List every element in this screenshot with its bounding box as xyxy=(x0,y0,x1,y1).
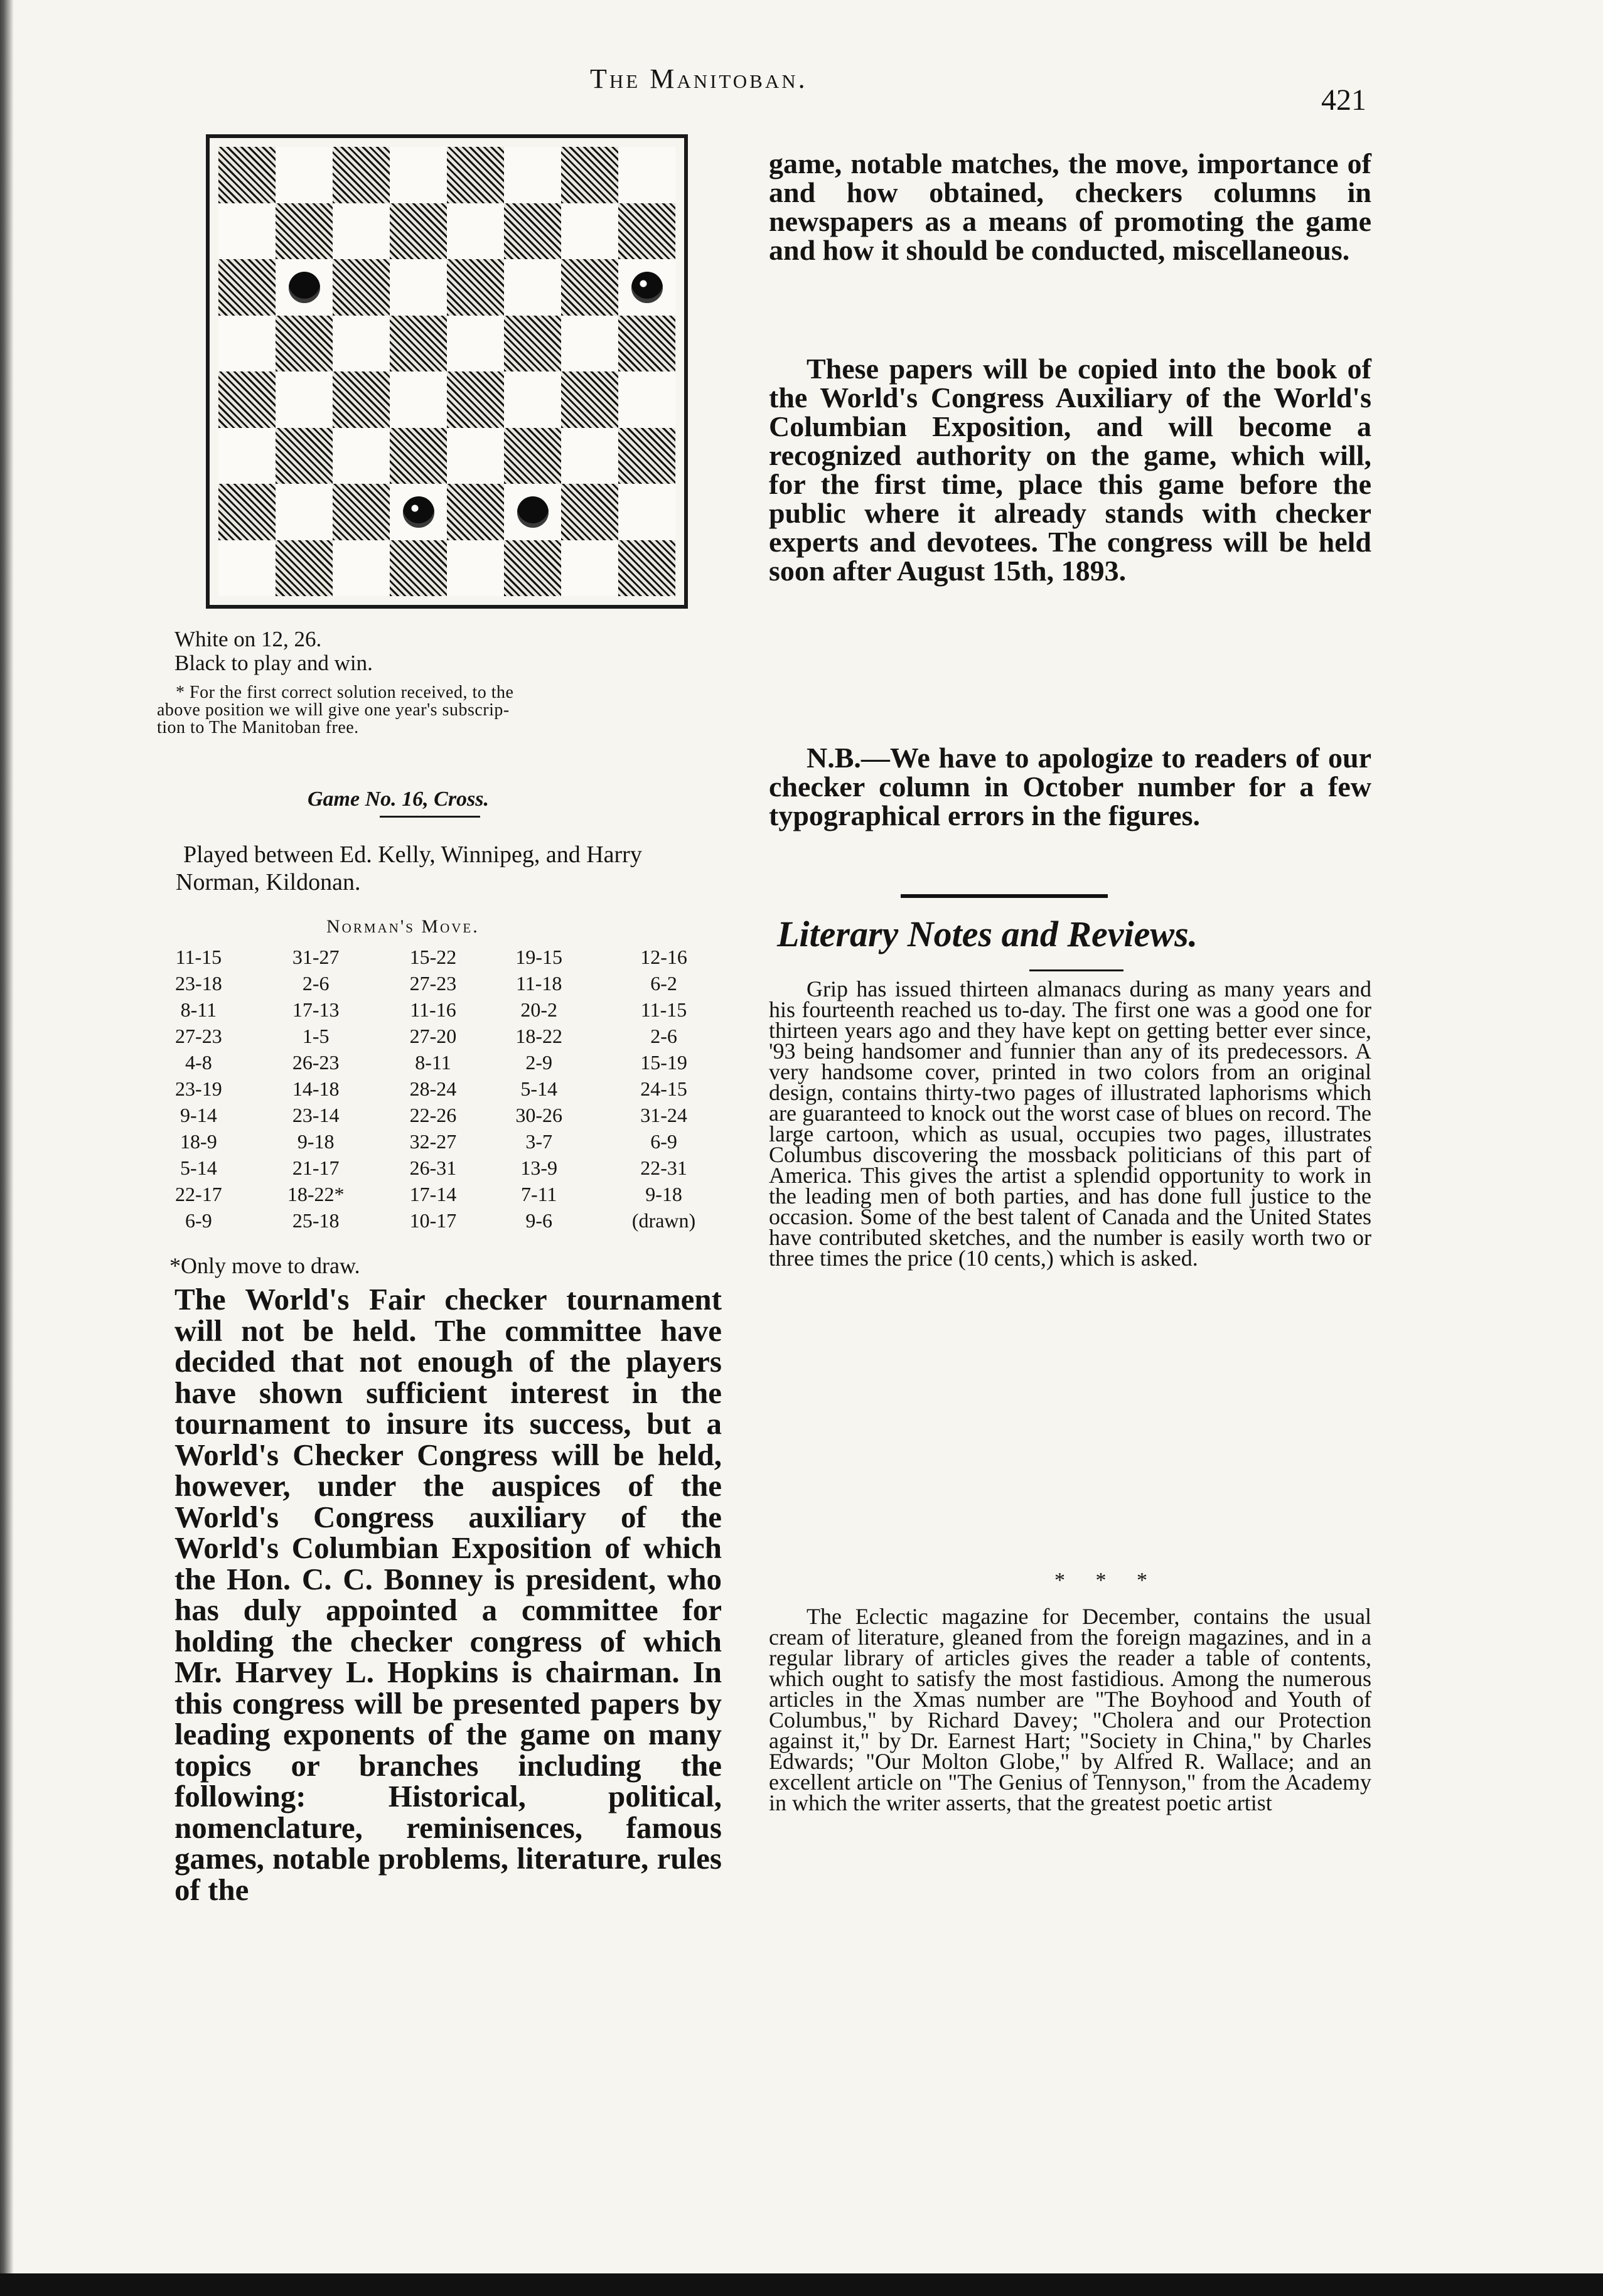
move-cell: 32-27 xyxy=(409,1129,457,1153)
move-cell: 25-18 xyxy=(292,1209,340,1232)
board-square xyxy=(390,316,447,372)
move-cell: 13-9 xyxy=(520,1156,558,1179)
black-checker-piece xyxy=(289,272,320,303)
offer-line-1: * For the first correct solution received, to the xyxy=(176,683,514,702)
board-square xyxy=(618,540,675,597)
move-cell: 11-15 xyxy=(640,998,687,1021)
move-cell: 21-17 xyxy=(292,1156,340,1179)
move-cell: 14-18 xyxy=(292,1077,340,1100)
section-title: Literary Notes and Reviews. xyxy=(777,914,1198,954)
move-cell: 22-26 xyxy=(409,1103,457,1126)
board-square xyxy=(504,147,561,203)
move-cell: (drawn) xyxy=(631,1209,696,1232)
board-square xyxy=(276,316,333,372)
move-cell: 12-16 xyxy=(640,945,687,968)
board-square xyxy=(447,147,504,203)
moves-row xyxy=(146,996,736,1023)
white-checker-piece xyxy=(631,272,663,303)
move-cell: 2-9 xyxy=(525,1050,553,1074)
board-square xyxy=(447,316,504,372)
offer-line-3: tion to The Manitoban free. xyxy=(157,718,359,737)
moves-row xyxy=(146,1128,736,1155)
problem-white: White on 12, 26. xyxy=(174,627,322,651)
congress-papers: These papers will be copied into the book of the World's Congress Auxiliary of the World's Columbian Exposition, and will become a recognized authority on the game, which will, for the first time, place this game before the public where it already stands with checker experts and devotees. The congress will be held soon after August 15th, 1893. xyxy=(769,353,1371,587)
move-cell: 23-18 xyxy=(175,971,222,995)
board-square xyxy=(333,371,390,428)
move-cell: 19-15 xyxy=(515,945,563,968)
board-square xyxy=(333,484,390,540)
move-cell: 11-16 xyxy=(410,998,456,1021)
move-cell: 3-7 xyxy=(525,1129,553,1153)
move-cell: 22-17 xyxy=(175,1182,222,1205)
move-cell: 8-11 xyxy=(180,998,217,1021)
board-square xyxy=(618,203,675,260)
board-square xyxy=(390,259,447,316)
offer-line-2: above position we will give one year's subscrip- xyxy=(157,700,510,720)
move-cell: 31-27 xyxy=(292,945,340,968)
page-number: 421 xyxy=(1321,83,1366,117)
move-cell: 17-13 xyxy=(292,998,340,1021)
ornamental-rule xyxy=(901,894,1108,898)
game-title: Game No. 16, Cross. xyxy=(308,788,490,811)
board-square xyxy=(618,147,675,203)
move-cell: 15-22 xyxy=(409,945,457,968)
white-checker-piece xyxy=(403,496,434,528)
move-cell: 20-2 xyxy=(520,998,558,1021)
eclectic-review: The Eclectic magazine for December, contains the usual cream of literature, gleaned from the foreign magazines, and in a regular library of articles gives the reader a table of contents, which ought to satisfy the most fastidious. Among the numerous articles in the Xmas number are "The Boyhood and Youth of Columbus," by Richard Davey; "Cholera and our Protection against it," by Dr. Earnest Hart; "Society in China," by Charles Edwards; "Our Molton Globe," by Alfred R. Wallace; and an excellent article on "The Genius of Tennyson," from the Academy in which the writer asserts, that the greatest poetic artist xyxy=(769,1604,1371,1815)
nb-apology: N.B.—We have to apologize to readers of our checker column in October number for a few typographical errors in the figures. xyxy=(769,742,1371,831)
move-cell: 5-14 xyxy=(520,1077,558,1100)
board-square xyxy=(504,316,561,372)
board-square xyxy=(390,540,447,597)
board-square xyxy=(504,259,561,316)
move-cell: 23-14 xyxy=(292,1103,340,1126)
move-cell: 8-11 xyxy=(415,1050,451,1074)
board-square xyxy=(618,428,675,484)
move-cell: 27-23 xyxy=(175,1024,222,1047)
board-square xyxy=(218,259,276,316)
board-square xyxy=(447,540,504,597)
board-square xyxy=(218,203,276,260)
moves-row xyxy=(146,944,736,970)
move-cell: 9-18 xyxy=(645,1182,682,1205)
move-cell: 18-9 xyxy=(180,1129,217,1153)
move-cell: 18-22 xyxy=(515,1024,563,1047)
moves-row xyxy=(146,970,736,996)
move-cell: 22-31 xyxy=(640,1156,687,1179)
board-square xyxy=(561,147,618,203)
move-cell: 26-31 xyxy=(409,1156,457,1179)
board-square xyxy=(561,371,618,428)
move-cell: 11-18 xyxy=(515,971,562,995)
move-cell: 9-18 xyxy=(297,1129,335,1153)
moves-row xyxy=(146,1155,736,1181)
move-cell: 4-8 xyxy=(185,1050,212,1074)
board-square xyxy=(447,484,504,540)
board-square xyxy=(447,371,504,428)
board-square xyxy=(390,484,447,540)
move-cell: 2-6 xyxy=(650,1024,677,1047)
board-square xyxy=(333,316,390,372)
board-square xyxy=(390,147,447,203)
move-cell: 18-22* xyxy=(287,1182,345,1205)
move-cell: 6-2 xyxy=(650,971,677,995)
move-cell: 6-9 xyxy=(650,1129,677,1153)
board-square xyxy=(390,203,447,260)
black-checker-piece xyxy=(517,496,549,528)
article-continued: game, notable matches, the move, importance of and how obtained, checkers columns in newspapers as a means of promoting the game and how it should be conducted, miscellaneous. xyxy=(769,147,1371,266)
board-square xyxy=(618,484,675,540)
board-square xyxy=(390,371,447,428)
board-square xyxy=(504,484,561,540)
moves-row xyxy=(146,1023,736,1049)
move-cell: 10-17 xyxy=(409,1209,457,1232)
move-cell: 9-14 xyxy=(180,1103,217,1126)
board-square xyxy=(276,147,333,203)
checker-congress-article: The World's Fair checker tournament will not be held. The committee have decided that not enough of the players have shown sufficient interest in the tournament to insure its success, but a World's Checker Congress will be held, however, under the auspices of the World's Congress auxiliary of the World's Columbian Exposition of which the Hon. C. C. Bonney is president, who has duly appointed a committee for holding the checker congress of which Mr. Harvey L. Hopkins is chairman. In this congress will be presented papers by leading exponents of the game on many topics or branches including the following: Historical, political, nomenclature, reminisences, famous games, notable problems, literature, rules of the xyxy=(174,1282,722,1907)
board-square xyxy=(561,428,618,484)
running-title: The Manitoban. xyxy=(590,63,808,94)
section-rule xyxy=(1029,969,1123,971)
move-cell: 30-26 xyxy=(515,1103,563,1126)
board-square xyxy=(276,259,333,316)
board-square xyxy=(561,203,618,260)
move-cell: 15-19 xyxy=(640,1050,687,1074)
board-square xyxy=(276,484,333,540)
board-square xyxy=(333,428,390,484)
board-square xyxy=(218,147,276,203)
move-cell: 2-6 xyxy=(302,971,330,995)
board-square xyxy=(218,316,276,372)
move-cell: 27-23 xyxy=(409,971,457,995)
board-square xyxy=(276,371,333,428)
move-cell: 26-23 xyxy=(292,1050,340,1074)
scan-margin xyxy=(0,0,25,2296)
move-cell: 28-24 xyxy=(409,1077,457,1100)
move-cell: 17-14 xyxy=(409,1182,457,1205)
board-square xyxy=(618,371,675,428)
board-square xyxy=(447,428,504,484)
divider xyxy=(380,816,480,818)
board-square xyxy=(333,540,390,597)
board-square xyxy=(618,259,675,316)
move-cell: 5-14 xyxy=(180,1156,217,1179)
move-cell: 6-9 xyxy=(185,1209,212,1232)
moves-row xyxy=(146,1207,736,1234)
board-square xyxy=(447,259,504,316)
moves-row xyxy=(146,1049,736,1076)
grip-review: Grip has issued thirteen almanacs during as many years and his fourteenth reached us to-day. The first one was a good one for thirteen years ago and they have kept on getting better ever since, '93 being handsomer and funnier than any of its predecessors. A very handsome cover, printed in two colors from an original design, contains thirty-two pages of illustrated laphorisms which are guaranteed to knock out the worst case of blues on record. The large cartoon, which as usual, occupies two pages, illustrates Columbus discovering the mossback politicians of this part of America. This gives the artist a splendid opportunity to work in the leading men of both parties, and has done full justice to the occasion. Some of the best talent of Canada and the United States have contributed sketches, and the number is easily worth two or three times the price (10 cents,) which is asked. xyxy=(769,976,1371,1271)
board-square xyxy=(333,259,390,316)
move-cell: 31-24 xyxy=(640,1103,687,1126)
move-cell: 27-20 xyxy=(409,1024,457,1047)
board-square xyxy=(504,428,561,484)
checker-board-frame xyxy=(206,134,688,609)
move-cell: 11-15 xyxy=(175,945,222,968)
move-cell: 9-6 xyxy=(525,1209,553,1232)
board-square xyxy=(618,316,675,372)
problem-instruction: Black to play and win. xyxy=(174,651,373,675)
board-square xyxy=(276,203,333,260)
board-square xyxy=(333,147,390,203)
board-square xyxy=(504,540,561,597)
board-square xyxy=(218,540,276,597)
moves-row xyxy=(146,1102,736,1128)
board-square xyxy=(561,540,618,597)
board-square xyxy=(561,484,618,540)
checker-board xyxy=(218,147,675,596)
moves-table xyxy=(146,944,736,1234)
board-square xyxy=(561,259,618,316)
moves-row xyxy=(146,1181,736,1207)
board-square xyxy=(218,371,276,428)
board-square xyxy=(276,540,333,597)
moves-row xyxy=(146,1076,736,1102)
game-players: Played between Ed. Kelly, Winnipeg, and Harry Norman, Kildonan. xyxy=(176,841,642,895)
board-square xyxy=(276,428,333,484)
board-square xyxy=(504,203,561,260)
board-square xyxy=(504,371,561,428)
move-cell: 1-5 xyxy=(302,1024,330,1047)
move-cell: 24-15 xyxy=(640,1077,687,1100)
move-cell: 23-19 xyxy=(175,1077,222,1100)
board-square xyxy=(218,428,276,484)
board-square xyxy=(390,428,447,484)
move-cell: 7-11 xyxy=(520,1182,557,1205)
board-square xyxy=(447,203,504,260)
board-square xyxy=(561,316,618,372)
board-square xyxy=(333,203,390,260)
moves-footnote: *Only move to draw. xyxy=(169,1253,360,1278)
section-break: * * * xyxy=(1054,1569,1160,1592)
scan-bottom-edge xyxy=(0,2273,1603,2296)
board-square xyxy=(218,484,276,540)
moves-heading: Norman's Move. xyxy=(326,916,480,937)
